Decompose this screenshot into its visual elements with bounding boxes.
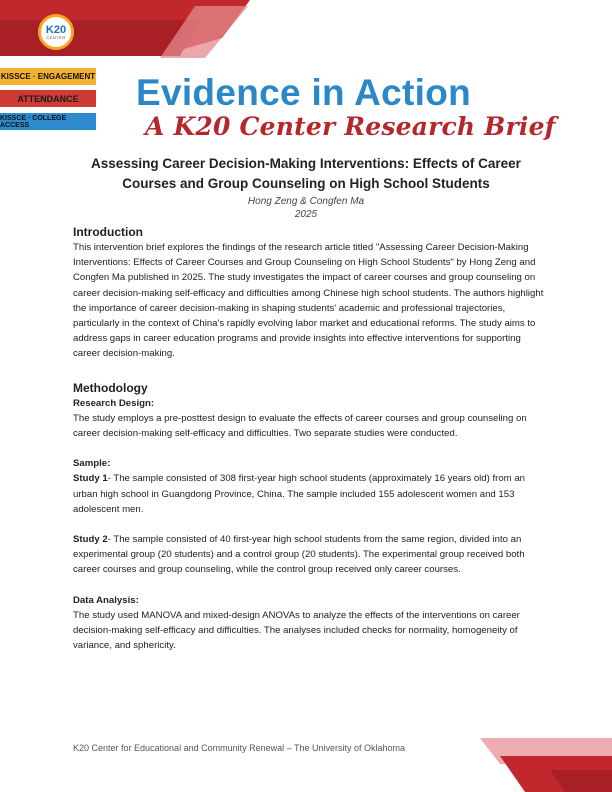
study2-paragraph	[73, 532, 545, 578]
tag-college-access: KISSCE · COLLEGE ACCESS	[0, 113, 96, 130]
footer-decoration	[470, 734, 612, 792]
study1-label: Study 1	[73, 473, 108, 485]
logo-subtext: CENTER	[46, 34, 66, 40]
tag-engagement: KISSCE · ENGAGEMENT	[0, 68, 96, 85]
tag-attendance: ATTENDANCE	[0, 90, 96, 107]
study1-text: - The sample consisted of 308 first-year high school students (approximately 16 years old) from an urban high school in Guangdong Province, China. The sample included 155 adolescent women and 153 adolescent men.	[73, 473, 526, 515]
sample-heading: Sample:	[73, 458, 111, 470]
year: 2025	[294, 209, 318, 220]
study2-label: Study 2	[73, 534, 108, 546]
header-decoration	[0, 0, 612, 62]
analysis-text: The study used MANOVA and mixed-design ANOVAs to analyze the effects of the interventions on career decision-making self-efficacy and difficulties. The analyses included checks for normality, homogeneity of variance, and sphericity.	[73, 609, 520, 652]
brief-title: Evidence in Action	[136, 72, 472, 113]
document-title-line1: Assessing Career Decision-Making Interventions: Effects of Career	[91, 156, 521, 171]
authors: Hong Zeng & Congfen Ma	[247, 196, 365, 207]
brief-subtitle: A K20 Center Research Brief	[145, 112, 556, 141]
footer-text: K20 Center for Educational and Community Renewal – The University of Oklahoma	[73, 743, 405, 753]
main-content	[73, 224, 545, 653]
design-text: The study employs a pre-posttest design to evaluate the effects of career courses and group counseling on career decision-making self-efficacy and difficulties. Two separate studies were conducted.	[73, 412, 527, 440]
document-title	[60, 154, 552, 194]
study1-paragraph	[73, 471, 545, 517]
method-heading: Methodology	[73, 380, 148, 395]
intro-heading: Introduction	[73, 225, 143, 239]
design-heading: Research Design:	[73, 397, 155, 409]
intro-text: This intervention brief explores the findings of the research article titled "Assessing Career Decision-Making Interventions: Effects of Career Courses and Group Counseling on High School Students" by Hong Zeng and Congfen Ma published in 2025. The study investigates the impact of career courses and group counseling on career decision-making self-efficacy and difficulties among Chinese high school students. The authors highlight the importance of career decision-making in shaping students' academic and professional trajectories, particularly in the context of China's rapidly evolving labor market and educational reforms. The study aims to address gaps in career education programs and provide insights into effective interventions for supporting career decision-making.	[73, 242, 544, 360]
k20-logo	[38, 14, 74, 50]
analysis-heading: Data Analysis:	[73, 594, 139, 606]
document-title-line2: Courses and Group Counseling on High School Students	[122, 176, 490, 191]
logo-text: K20	[45, 23, 67, 36]
authors-block	[0, 195, 612, 221]
study2-text: - The sample consisted of 40 first-year high school students from the same region, divided into an experimental group (20 students) and a control group (20 students). The experimental group received both career courses and group counseling, while the control group received only career courses.	[73, 534, 525, 576]
